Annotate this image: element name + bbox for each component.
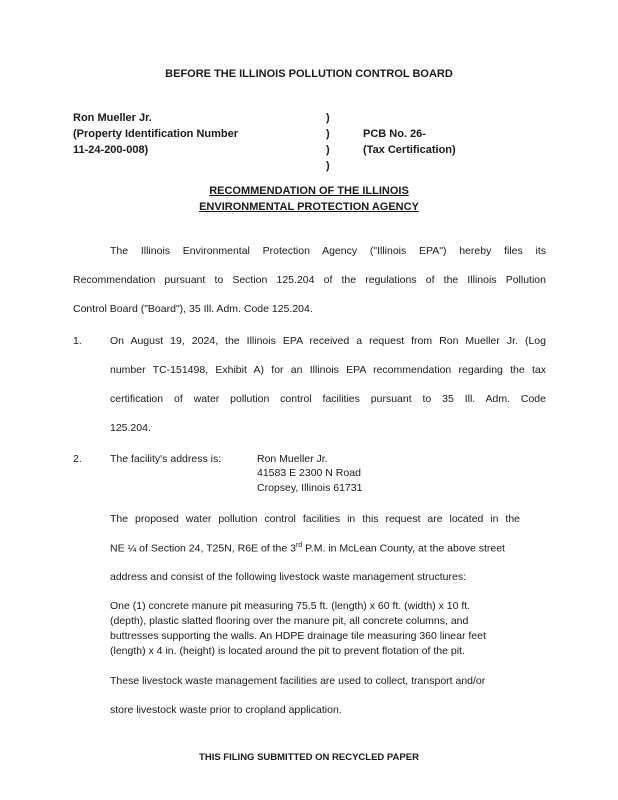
location-text: NE ¼ of Section 24, T25N, R6E of the 3 [110, 542, 296, 555]
item1-line: 125.204. [110, 422, 151, 434]
location-line: The proposed water pollution control facilities in this request are located in the [110, 513, 520, 525]
item-number: 1. [73, 335, 82, 347]
caption-paren: ) [326, 112, 330, 124]
case-type: (Tax Certification) [363, 144, 456, 156]
usage-line: These livestock waste management facilities are used to collect, transport and/or [110, 675, 486, 687]
intro-line: Recommendation pursuant to Section 125.204 of the regulations of the Illinois Pollution [73, 274, 546, 286]
intro-line: Control Board ("Board"), 35 Ill. Adm. Code 125.204. [73, 303, 313, 315]
item1-line: number TC-151498, Exhibit A) for an Illinois EPA recommendation regarding the tax [110, 364, 546, 376]
page-title: BEFORE THE ILLINOIS POLLUTION CONTROL BOARD [165, 68, 453, 80]
caption-paren: ) [326, 160, 330, 172]
intro-line: The Illinois Environmental Protection Agency ("Illinois EPA") hereby files its [110, 245, 546, 257]
address-line: 41583 E 2300 N Road [257, 467, 361, 479]
caption-paren: ) [326, 144, 330, 156]
structure-description-line: buttresses supporting the walls. An HDPE drainage tile measuring 360 linear feet [110, 630, 486, 642]
address-line: Cropsey, Illinois 61731 [257, 482, 363, 494]
caption-paren: ) [326, 128, 330, 140]
structure-description-line: (length) x 4 in. (height) is located around the pit to prevent flotation of the pit. [110, 645, 465, 657]
item1-line: certification of water pollution control facilities pursuant to 35 Ill. Adm. Code [110, 393, 546, 405]
recommendation-heading-line2: ENVIRONMENTAL PROTECTION AGENCY [199, 201, 419, 213]
structure-description-line: (depth), plastic slatted flooring over the manure pit, all concrete columns, and [110, 615, 469, 627]
location-line: address and consist of the following livestock waste management structures: [110, 571, 467, 583]
address-line: Ron Mueller Jr. [257, 453, 328, 465]
property-id-label: (Property Identification Number [73, 128, 239, 140]
item-number: 2. [73, 453, 82, 465]
facility-address-label: The facility's address is: [110, 453, 222, 465]
location-text: P.M. in McLean County, at the above street [302, 542, 505, 555]
structure-description-line: One (1) concrete manure pit measuring 75.5 ft. (length) x 60 ft. (width) x 10 ft. [110, 600, 471, 612]
property-id-number: 11-24-200-008) [73, 144, 149, 156]
location-line [110, 542, 505, 555]
petitioner-name: Ron Mueller Jr. [73, 112, 152, 124]
item1-line: On August 19, 2024, the Illinois EPA received a request from Ron Mueller Jr. (Log [110, 335, 546, 347]
case-number: PCB No. 26- [363, 128, 426, 140]
footer-note: THIS FILING SUBMITTED ON RECYCLED PAPER [199, 752, 419, 763]
ordinal-suffix: rd [296, 542, 303, 549]
recommendation-heading-line1: RECOMMENDATION OF THE ILLINOIS [209, 185, 409, 197]
usage-line: store livestock waste prior to cropland application. [110, 704, 342, 716]
